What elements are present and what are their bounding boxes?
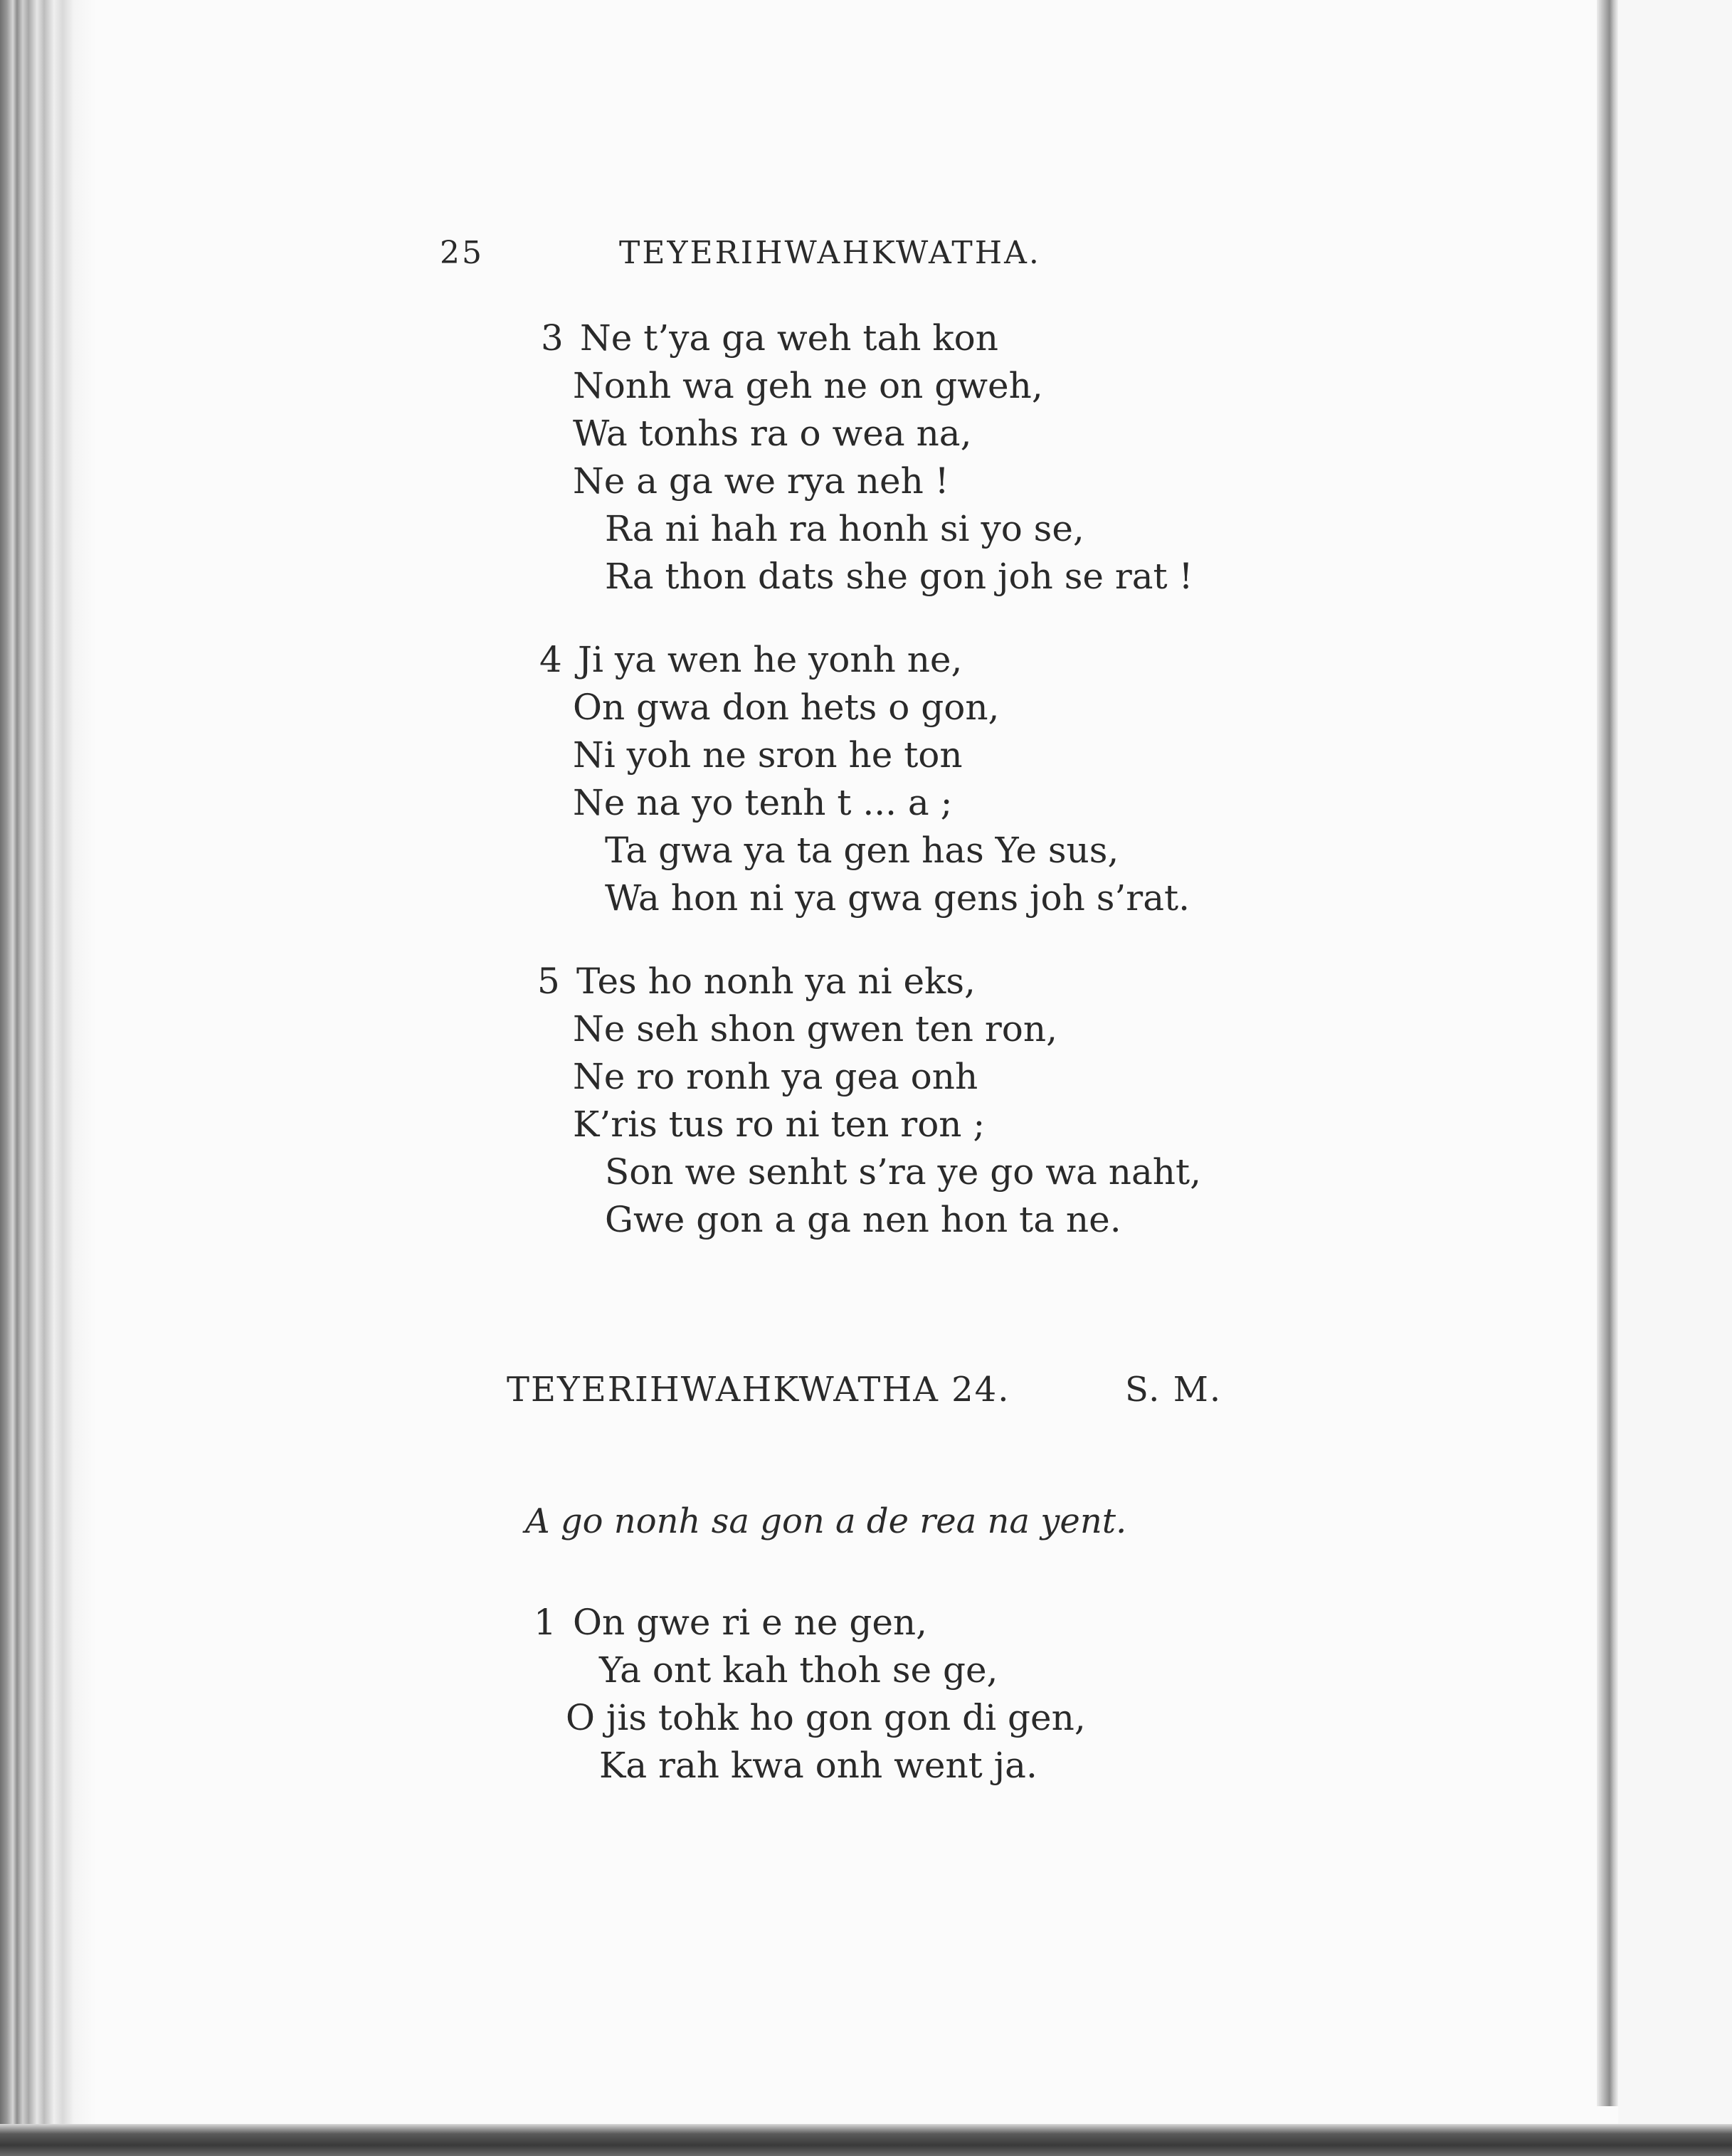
hymn-title <box>507 1370 1223 1410</box>
running-header <box>440 235 1223 285</box>
verse-line: Ne seh shon gwen ten ron, <box>573 1008 1058 1050</box>
verse-line: Wa tonhs ra o wea na, <box>573 413 972 454</box>
page-bottom-edge <box>0 2124 1732 2156</box>
verse-line: O jis tohk ho gon gon di gen, <box>566 1697 1086 1738</box>
running-title: TEYERIHWAHKWATHA. <box>619 235 1041 271</box>
verse-line: Ni yoh ne sron he ton <box>573 734 963 776</box>
page-number: 25 <box>440 235 484 271</box>
verse-line: Ta gwa ya ta gen has Ye sus, <box>605 830 1119 871</box>
stanza-number: 3 <box>541 317 564 359</box>
verse-line: Ya ont kah thoh se ge, <box>599 1649 998 1691</box>
verse-line: Ka rah kwa onh went ja. <box>599 1745 1037 1786</box>
verse-line: Ne ro ronh ya gea onh <box>573 1056 978 1097</box>
right-margin <box>1618 0 1732 2156</box>
stanza-number: 5 <box>537 961 560 1002</box>
verse-line: Nonh wa geh ne on gweh, <box>573 365 1043 406</box>
verse-line: Ne na yo tenh t ... a ; <box>573 782 953 823</box>
stanza-number: 1 <box>534 1602 556 1643</box>
page-right-edge <box>1597 0 1618 2106</box>
verse-line: Ji ya wen he yonh ne, <box>578 639 963 680</box>
book-binding <box>0 0 96 2156</box>
verse-line: Gwe gon a ga nen hon ta ne. <box>605 1199 1121 1240</box>
hymn-tune: A go nonh sa gon a de rea na yent. <box>525 1501 1127 1541</box>
verse-line: Tes ho nonh ya ni eks, <box>576 961 976 1002</box>
verse-line: On gwe ri e ne gen, <box>573 1602 928 1643</box>
verse-line: Ra ni hah ra honh si yo se, <box>605 508 1084 549</box>
verse-line: Son we senht s’ra ye go wa naht, <box>605 1151 1201 1193</box>
verse-line: Wa hon ni ya gwa gens joh s’rat. <box>605 877 1190 919</box>
hymn-meter: S. M. <box>1125 1370 1223 1410</box>
verse-line: Ra thon dats she gon joh se rat ! <box>605 556 1193 597</box>
verse-line: K’ris tus ro ni ten ron ; <box>573 1104 986 1145</box>
verse-line: On gwa don hets o gon, <box>573 687 1000 728</box>
verse-line: Ne t’ya ga weh tah kon <box>580 317 998 359</box>
hymn-number-title: TEYERIHWAHKWATHA 24. <box>507 1370 1010 1410</box>
stanza-number: 4 <box>539 639 562 680</box>
verse-line: Ne a ga we rya neh ! <box>573 460 949 502</box>
